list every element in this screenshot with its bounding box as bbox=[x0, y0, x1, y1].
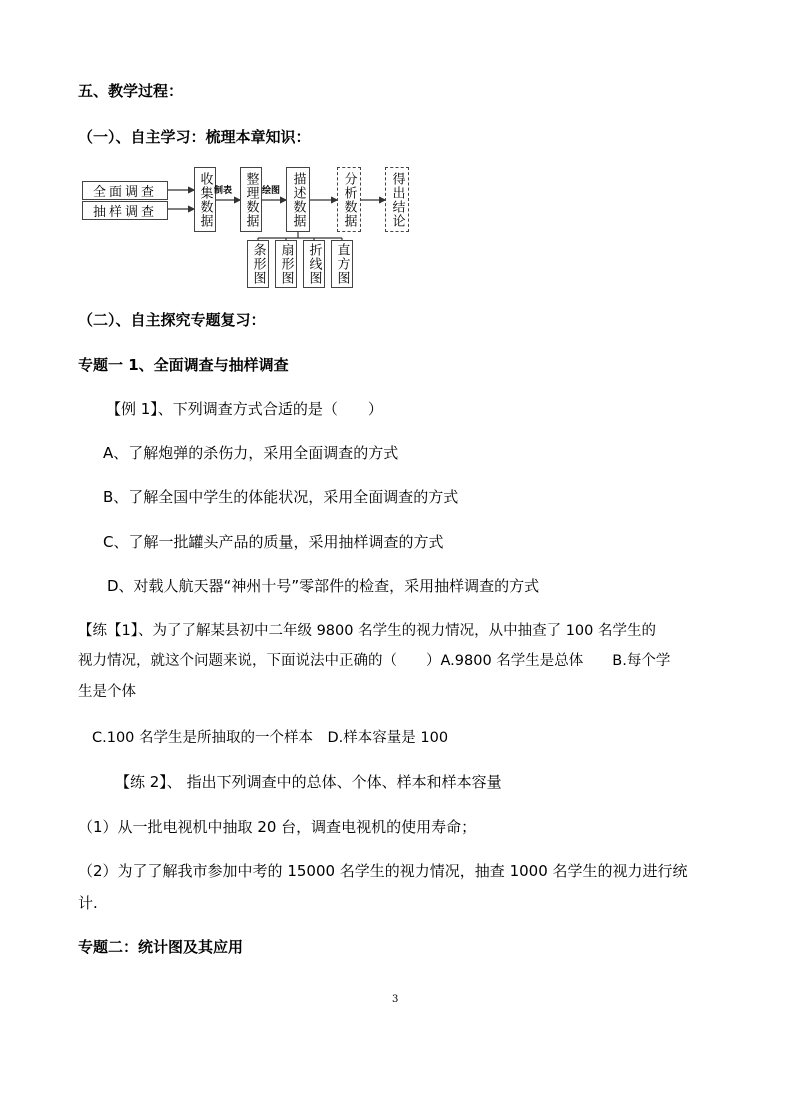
topic2-title: 专题二：统计图及其应用 bbox=[78, 938, 244, 956]
page-number: 3 bbox=[392, 994, 399, 1005]
practice2-item2-line1: （2）为了了解我市参加中考的 15000 名学生的视力情况，抽查 1000 名学生的视力进行统 bbox=[78, 862, 688, 880]
pie-chart-box: 扇形图 bbox=[275, 240, 297, 288]
sample-survey-box: 抽样调查 bbox=[82, 201, 168, 220]
bar-chart-box: 条形图 bbox=[247, 240, 269, 288]
describe-data-box: 描述数据 bbox=[286, 167, 310, 232]
practice2-stem: 【练 2】、 指出下列调查中的总体、个体、样本和样本容量 bbox=[115, 773, 502, 791]
practice2-item2-line2: 计. bbox=[78, 894, 98, 912]
knowledge-flowchart bbox=[0, 0, 790, 300]
full-survey-box: 全面调查 bbox=[82, 181, 168, 200]
practice2-item1: （1）从一批电视机中抽取 20 台，调查电视机的使用寿命； bbox=[78, 818, 477, 836]
practice1-line4: C.100 名学生是所抽取的一个样本 D.样本容量是 100 bbox=[92, 730, 449, 746]
histogram-box: 直方图 bbox=[331, 240, 353, 288]
practice1-line3: 生是个体 bbox=[78, 684, 136, 700]
analyze-data-box: 分析数据 bbox=[337, 167, 361, 232]
example1-option-c: C、了解一批罐头产品的质量，采用抽样调查的方式 bbox=[103, 533, 444, 551]
example1-stem: 【例 1】、下列调查方式合适的是（ ） bbox=[106, 400, 383, 418]
part2-title: （二）、自主探究专题复习： bbox=[78, 311, 266, 329]
practice1-line1: 【练【1】、为了了解某县初中二年级 9800 名学生的视力情况，从中抽查了 100 名学生的 bbox=[78, 623, 656, 639]
topic1-title: 专题一 1、全面调查与抽样调查 bbox=[78, 356, 289, 374]
flowchart-connectors bbox=[0, 0, 790, 300]
edge-label-draw-chart: 绘图 bbox=[262, 186, 281, 196]
collect-data-box: 收集数据 bbox=[194, 167, 216, 232]
example1-option-a: A、了解炮弹的杀伤力，采用全面调查的方式 bbox=[103, 444, 399, 462]
edge-label-make-table: 制表 bbox=[214, 186, 233, 196]
organize-data-box: 整理数据 bbox=[240, 167, 262, 232]
example1-option-d: D、对载人航天器“神州十号”零部件的检查，采用抽样调查的方式 bbox=[107, 577, 540, 595]
example1-option-b: B、了解全国中学生的体能状况，采用全面调查的方式 bbox=[103, 488, 459, 506]
section-title: 五、教学过程： bbox=[78, 82, 184, 100]
line-chart-box: 折线图 bbox=[303, 240, 325, 288]
part1-title: （一）、自主学习：梳理本章知识： bbox=[78, 128, 311, 146]
draw-conclusion-box: 得出结论 bbox=[385, 167, 409, 232]
practice1-line2: 视力情况，就这个问题来说，下面说法中正确的（ ）A.9800 名学生是总体 B.每个学 bbox=[78, 653, 671, 669]
